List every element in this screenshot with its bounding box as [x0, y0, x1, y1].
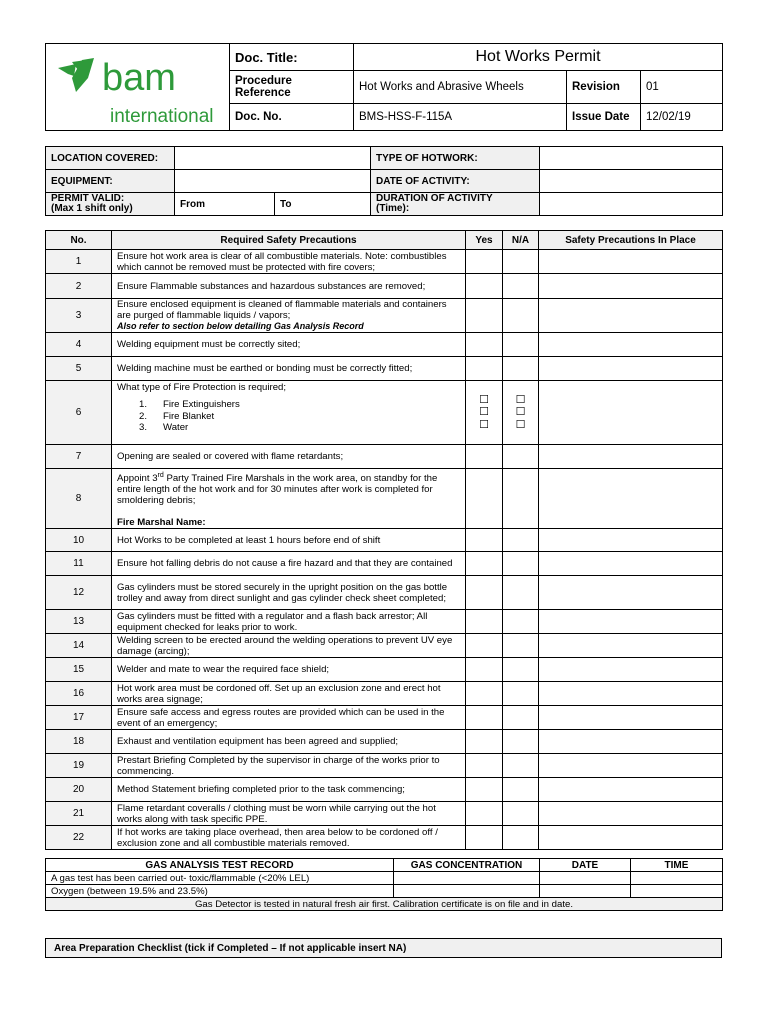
precaution-text-main: Flame retardant coveralls / clothing must be worn while carrying out the hot works along with task specific PPE. — [117, 802, 436, 825]
gas-header-date: DATE — [540, 859, 631, 872]
table-row — [46, 778, 723, 802]
table-row — [46, 826, 723, 850]
precaution-text — [112, 730, 466, 754]
precaution-text — [112, 682, 466, 706]
gas-date-field[interactable] — [540, 885, 631, 898]
precaution-yes-cell[interactable] — [466, 357, 503, 381]
precaution-in-place-cell[interactable] — [539, 658, 723, 682]
precaution-na-cell[interactable] — [503, 445, 539, 469]
row-number: 4 — [46, 333, 112, 357]
equipment-label: EQUIPMENT: — [46, 170, 175, 193]
docno-value: BMS-HSS-F-115A — [354, 103, 567, 130]
duration-sub: (Time): — [376, 203, 410, 214]
fire-option-item — [117, 411, 460, 423]
precaution-yes-cell[interactable] — [466, 610, 503, 634]
precaution-na-cell[interactable] — [503, 357, 539, 381]
checkbox-icon[interactable]: ☐ — [515, 418, 526, 431]
precaution-text-main: If hot works are taking place overhead, then area below to be cordoned off / exclusion zone and all combustible materials removed. — [117, 826, 438, 849]
col-header-in-place: Safety Precautions In Place — [539, 231, 723, 250]
table-row — [46, 445, 723, 469]
precaution-yes-cell[interactable] — [466, 274, 503, 299]
precaution-na-cell[interactable] — [503, 274, 539, 299]
gas-row-label: A gas test has been carried out- toxic/flammable (<20% LEL) — [46, 872, 394, 885]
precaution-text-main: Hot work area must be cordoned off. Set up an exclusion zone and erect hot works area signage; — [117, 682, 441, 705]
logo-text-sub: international — [110, 106, 214, 126]
fire-option-number: 2. — [139, 410, 148, 422]
procedure-label: Procedure Reference — [230, 71, 354, 103]
precaution-in-place-cell[interactable] — [539, 381, 723, 445]
row-number: 13 — [46, 610, 112, 634]
doc-title-label: Doc. Title: — [230, 44, 354, 71]
precaution-na-cell[interactable] — [503, 658, 539, 682]
gas-analysis-table — [45, 858, 723, 911]
table-row — [46, 658, 723, 682]
precaution-na-cell[interactable] — [503, 610, 539, 634]
precaution-yes-cell[interactable] — [466, 658, 503, 682]
precaution-text-main: Ensure safe access and egress routes are provided which can be used in the event of an emergency; — [117, 706, 445, 729]
precaution-note: Also refer to section below detailing Gas Analysis Record — [117, 321, 364, 331]
precaution-in-place-cell[interactable] — [539, 576, 723, 610]
gas-time-field[interactable] — [631, 872, 723, 885]
gas-row-label: Oxygen (between 19.5% and 23.5%) — [46, 885, 394, 898]
company-logo — [46, 44, 230, 131]
precaution-text-main: Ensure enclosed equipment is cleaned of flammable materials and containers are purged of flammable liquids / vapors; — [117, 299, 447, 321]
precaution-na-cell[interactable] — [503, 826, 539, 850]
precaution-yes-cell[interactable] — [466, 529, 503, 552]
precaution-na-cell[interactable] — [503, 529, 539, 552]
precaution-text — [112, 802, 466, 826]
row-number: 21 — [46, 802, 112, 826]
fire-marshal-label: Fire Marshal Name: — [117, 517, 206, 529]
row-number: 2 — [46, 274, 112, 299]
precaution-text-main: Hot Works to be completed at least 1 hours before end of shift — [117, 534, 381, 546]
precaution-text-sup: rd — [157, 472, 164, 479]
precaution-text-main: Welder and mate to wear the required face shield; — [117, 664, 330, 676]
table-row — [46, 610, 723, 634]
precaution-na-cell[interactable] — [503, 469, 539, 529]
precaution-na-cell[interactable] — [503, 682, 539, 706]
precaution-in-place-cell[interactable] — [539, 529, 723, 552]
gas-header-concentration: GAS CONCENTRATION — [394, 859, 540, 872]
precaution-in-place-cell[interactable] — [539, 802, 723, 826]
precaution-yes-cell[interactable] — [466, 299, 503, 333]
precaution-in-place-cell[interactable] — [539, 706, 723, 730]
precaution-text — [112, 333, 466, 357]
row-number: 10 — [46, 529, 112, 552]
table-row — [46, 682, 723, 706]
row-number: 14 — [46, 634, 112, 658]
precaution-yes-cell[interactable] — [466, 682, 503, 706]
precaution-text-main: Ensure hot falling debris do not cause a fire hazard and that they are contained — [117, 558, 453, 570]
procedure-value: Hot Works and Abrasive Wheels — [354, 71, 567, 103]
table-row — [46, 730, 723, 754]
row-number: 11 — [46, 552, 112, 576]
logo-text-main: bam — [102, 57, 176, 99]
area-preparation-table — [45, 938, 722, 958]
gas-concentration-field[interactable] — [394, 872, 540, 885]
to-field[interactable] — [275, 193, 371, 216]
precaution-text-main: Method Statement briefing completed prior to the task commencing; — [117, 784, 405, 796]
row-number: 16 — [46, 682, 112, 706]
from-field[interactable] — [175, 193, 275, 216]
table-row — [46, 274, 723, 299]
from-label: From — [180, 198, 205, 210]
location-field[interactable] — [175, 147, 371, 170]
precaution-in-place-cell[interactable] — [539, 682, 723, 706]
precaution-na-cell[interactable] — [503, 778, 539, 802]
precaution-na-cell[interactable] — [503, 250, 539, 274]
precaution-na-cell[interactable] — [503, 299, 539, 333]
precaution-text — [112, 381, 466, 445]
row-number: 17 — [46, 706, 112, 730]
gas-concentration-field[interactable] — [394, 885, 540, 898]
fire-option-item — [117, 422, 460, 434]
duration-field[interactable] — [540, 193, 723, 216]
row-number: 19 — [46, 754, 112, 778]
col-header-na: N/A — [503, 231, 539, 250]
equipment-field[interactable] — [175, 170, 371, 193]
checkbox-icon[interactable]: ☐ — [479, 418, 489, 431]
revision-label: Revision — [567, 71, 641, 103]
precaution-in-place-cell[interactable] — [539, 274, 723, 299]
to-label: To — [280, 198, 292, 210]
table-row — [46, 552, 723, 576]
precaution-na-cell[interactable] — [503, 634, 539, 658]
precaution-in-place-cell[interactable] — [539, 250, 723, 274]
docno-label: Doc. No. — [230, 103, 354, 130]
row-number: 3 — [46, 299, 112, 333]
precaution-text — [112, 576, 466, 610]
precaution-yes-cell[interactable] — [466, 445, 503, 469]
table-row — [46, 529, 723, 552]
precaution-na-cell[interactable] — [503, 754, 539, 778]
row-number: 6 — [46, 381, 112, 445]
precaution-na-cell[interactable] — [503, 706, 539, 730]
precaution-in-place-cell[interactable] — [539, 333, 723, 357]
precaution-text — [112, 552, 466, 576]
checkbox-icon[interactable]: ☐ — [479, 393, 489, 406]
precaution-text-main: Welding screen to be erected around the welding operations to prevent UV eye damage (arcing); — [117, 634, 453, 657]
precaution-yes-cell[interactable] — [466, 250, 503, 274]
precaution-yes-cell[interactable] — [466, 634, 503, 658]
table-row — [46, 333, 723, 357]
row-number: 22 — [46, 826, 112, 850]
precaution-text — [112, 634, 466, 658]
precaution-text — [112, 826, 466, 850]
precaution-text-main: What type of Fire Protection is required; — [117, 382, 287, 393]
precaution-text — [112, 274, 466, 299]
precaution-in-place-cell[interactable] — [539, 445, 723, 469]
precaution-text — [112, 658, 466, 682]
precaution-text — [112, 357, 466, 381]
location-label: LOCATION COVERED: — [46, 147, 175, 170]
precaution-text-main: Gas cylinders must be stored securely in the upright position on the gas bottle trolley and away from direct sunlight and gas cylinder check sheet completed; — [117, 581, 448, 604]
fire-option-label: Water — [163, 422, 189, 433]
gas-time-field[interactable] — [631, 885, 723, 898]
table-row — [46, 634, 723, 658]
precaution-na-cell[interactable] — [503, 333, 539, 357]
fire-option-item — [117, 399, 460, 411]
precaution-text-b: Party Trained Fire Marshals in the work area, on standby for the entire length of the hot work and for 30 minutes after work is completed for smoldering debris; — [117, 473, 438, 507]
hotwork-type-field[interactable] — [540, 147, 723, 170]
permit-valid-sub: (Max 1 shift only) — [51, 203, 133, 214]
precaution-yes-cell[interactable] — [466, 826, 503, 850]
safety-precautions-table — [45, 230, 723, 850]
col-header-precautions: Required Safety Precautions — [112, 231, 466, 250]
table-row — [46, 299, 723, 333]
precaution-yes-cell[interactable] — [466, 381, 503, 445]
precaution-na-cell[interactable] — [503, 576, 539, 610]
precaution-text-a: Appoint 3 — [117, 473, 158, 485]
precaution-in-place-cell[interactable] — [539, 634, 723, 658]
precaution-in-place-cell[interactable] — [539, 469, 723, 529]
precaution-na-cell[interactable] — [503, 730, 539, 754]
precaution-text-main: Welding equipment must be correctly sited; — [117, 339, 301, 350]
precaution-text-main: Ensure hot work area is clear of all combustible materials. Note: combustibles which cannot be removed must be protected with fire covers; — [117, 250, 447, 273]
precaution-text — [112, 250, 466, 274]
table-row — [46, 381, 723, 445]
gas-date-field[interactable] — [540, 872, 631, 885]
gas-row — [46, 885, 723, 898]
precaution-yes-cell[interactable] — [466, 706, 503, 730]
date-of-activity-field[interactable] — [540, 170, 723, 193]
col-header-yes: Yes — [466, 231, 503, 250]
precaution-in-place-cell[interactable] — [539, 826, 723, 850]
duration-label — [371, 193, 540, 216]
precaution-text — [112, 754, 466, 778]
row-number: 8 — [46, 469, 112, 529]
col-header-no: No. — [46, 231, 112, 250]
checkbox-icon[interactable]: ☐ — [515, 393, 526, 406]
table-row — [46, 802, 723, 826]
precaution-in-place-cell[interactable] — [539, 357, 723, 381]
fire-option-label: Fire Blanket — [163, 410, 215, 422]
fire-option-label: Fire Extinguishers — [163, 399, 240, 410]
gas-header-record: GAS ANALYSIS TEST RECORD — [46, 859, 394, 872]
row-number: 1 — [46, 250, 112, 274]
row-number: 5 — [46, 357, 112, 381]
table-row — [46, 250, 723, 274]
date-of-activity-label: DATE OF ACTIVITY: — [371, 170, 540, 193]
document-header — [45, 43, 723, 131]
permit-valid-label — [46, 193, 175, 216]
precaution-na-cell[interactable] — [503, 802, 539, 826]
precaution-text-main: Welding machine must be earthed or bonding must be correctly fitted; — [117, 363, 413, 374]
precaution-yes-cell[interactable] — [466, 576, 503, 610]
revision-value: 01 — [641, 71, 723, 103]
precaution-na-cell[interactable] — [503, 552, 539, 576]
precaution-text — [112, 469, 466, 529]
checkbox-icon[interactable]: ☐ — [515, 406, 526, 419]
row-number: 18 — [46, 730, 112, 754]
precaution-na-cell[interactable] — [503, 381, 539, 445]
precaution-in-place-cell[interactable] — [539, 778, 723, 802]
table-row — [46, 576, 723, 610]
precaution-yes-cell[interactable] — [466, 552, 503, 576]
table-row — [46, 706, 723, 730]
issue-date-label: Issue Date — [567, 103, 641, 130]
checkbox-icon[interactable]: ☐ — [479, 406, 489, 419]
precaution-text — [112, 529, 466, 552]
precaution-text — [112, 706, 466, 730]
precaution-in-place-cell[interactable] — [539, 610, 723, 634]
precaution-text — [112, 299, 466, 333]
fire-protection-options — [117, 399, 460, 434]
row-number: 15 — [46, 658, 112, 682]
area-preparation-heading: Area Preparation Checklist (tick if Completed – If not applicable insert NA) — [46, 939, 722, 958]
precaution-yes-cell[interactable] — [466, 754, 503, 778]
table-row — [46, 357, 723, 381]
row-number: 12 — [46, 576, 112, 610]
precaution-yes-cell[interactable] — [466, 469, 503, 529]
precaution-text-main: Opening are sealed or covered with flame retardants; — [117, 451, 344, 462]
precaution-yes-cell[interactable] — [466, 730, 503, 754]
precaution-in-place-cell[interactable] — [539, 730, 723, 754]
precaution-text-main: Ensure Flammable substances and hazardous substances are removed; — [117, 280, 426, 292]
permit-details-table — [45, 146, 723, 216]
precaution-yes-cell[interactable] — [466, 802, 503, 826]
precaution-text-main: Prestart Briefing Completed by the supervisor in charge of the works prior to commencing. — [117, 754, 440, 777]
table-row — [46, 754, 723, 778]
gas-row — [46, 872, 723, 885]
gas-header-time: TIME — [631, 859, 723, 872]
duration-title: DURATION OF ACTIVITY — [376, 193, 493, 204]
precaution-text-main: Exhaust and ventilation equipment has been agreed and supplied; — [117, 736, 399, 748]
precaution-in-place-cell[interactable] — [539, 552, 723, 576]
precaution-yes-cell[interactable] — [466, 778, 503, 802]
precaution-text — [112, 445, 466, 469]
fire-option-number: 1. — [139, 399, 148, 410]
precaution-text — [112, 610, 466, 634]
issue-date-value: 12/02/19 — [641, 103, 723, 130]
permit-valid-title: PERMIT VALID: — [51, 193, 125, 204]
precaution-text-main: Gas cylinders must be fitted with a regulator and a flash back arrestor; All equipment checked for leaks prior to work. — [117, 610, 428, 633]
precaution-in-place-cell[interactable] — [539, 299, 723, 333]
precaution-yes-cell[interactable] — [466, 333, 503, 357]
precaution-in-place-cell[interactable] — [539, 754, 723, 778]
fire-option-number: 3. — [139, 422, 148, 433]
table-row — [46, 469, 723, 529]
hotwork-type-label: TYPE OF HOTWORK: — [371, 147, 540, 170]
row-number: 7 — [46, 445, 112, 469]
gas-footer-note: Gas Detector is tested in natural fresh air first. Calibration certificate is on file and in date. — [46, 898, 723, 911]
row-number: 20 — [46, 778, 112, 802]
doc-title-value: Hot Works Permit — [354, 44, 723, 71]
precaution-text — [112, 778, 466, 802]
